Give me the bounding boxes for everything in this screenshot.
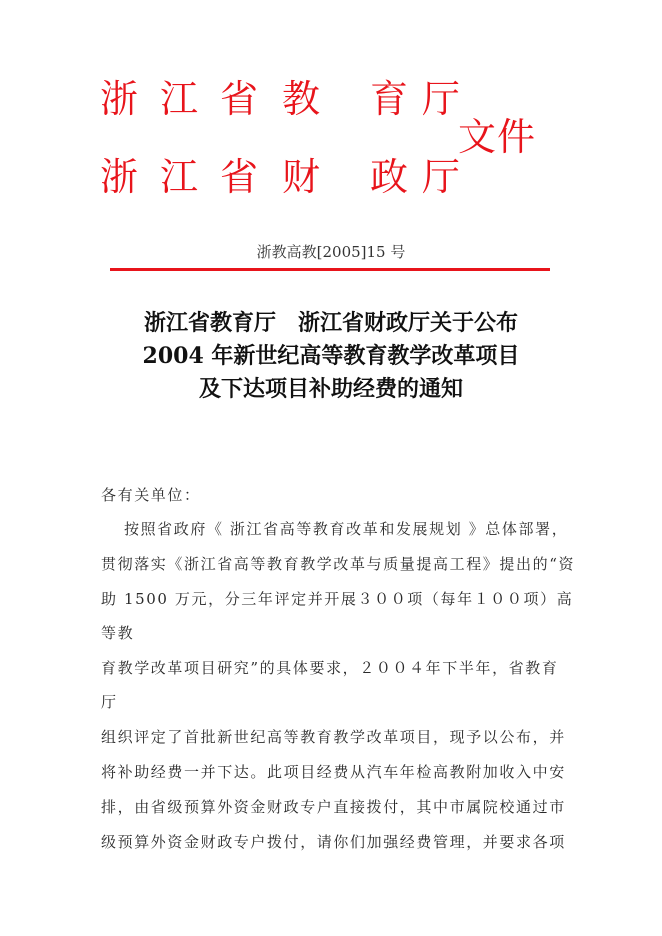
body-line: 厅 xyxy=(101,693,118,711)
letterhead-row1-char: 浙 xyxy=(100,77,139,121)
title-line: 浙江省教育厅 浙江省财政厅关于公布 xyxy=(143,310,518,336)
body-line: 组织评定了首批新世纪高等教育教学改革项目，现予以公布，并 xyxy=(101,728,566,746)
document-title xyxy=(0,307,662,406)
letterhead-row1-char: 教 xyxy=(282,77,321,121)
red-divider xyxy=(110,268,550,271)
letterhead-row1-char: 厅 xyxy=(422,77,461,121)
document-number: 浙教高教[2005]15 号 xyxy=(256,243,406,261)
letterhead-row2-char: 厅 xyxy=(422,155,461,199)
body-line: 排，由省级预算外资金财政专户直接拨付，其中市属院校通过市 xyxy=(101,798,566,816)
letterhead-row1-char: 省 xyxy=(220,77,259,121)
letterhead-row2-char: 江 xyxy=(160,155,199,199)
letterhead-suffix: 文件 xyxy=(458,115,537,159)
letterhead-row1-char: 育 xyxy=(370,77,409,121)
letterhead-row2-char: 财 xyxy=(282,155,321,199)
body-line: 按照省政府《 浙江省高等教育改革和发展规划 》总体部署， xyxy=(101,520,569,538)
title-line: 及下达项目补助经费的通知 xyxy=(198,376,463,402)
body-line: 贯彻落实《浙江省高等教育教学改革与质量提高工程》提出的“资 xyxy=(101,555,576,573)
body-line: 等教 xyxy=(101,624,135,642)
body-line: 育教学改革项目研究”的具体要求，２００４年下半年，省教育 xyxy=(101,659,559,677)
letterhead-row2-char: 政 xyxy=(370,155,409,199)
body-line: 将补助经费一并下达。此项目经费从汽车年检高教附加收入中安 xyxy=(101,763,566,781)
title-line: 2004 年新世纪高等教育教学改革项目 xyxy=(142,343,520,369)
salutation: 各有关单位： xyxy=(101,486,201,504)
body-line: 助 1500 万元，分三年评定并开展３００项（每年１００项）高 xyxy=(101,590,574,608)
letterhead-row2-char: 省 xyxy=(220,155,259,199)
letterhead-row2-char: 浙 xyxy=(100,155,139,199)
body-line: 级预算外资金财政专户拨付，请你们加强经费管理，并要求各项 xyxy=(101,833,566,851)
letterhead-row1-char: 江 xyxy=(160,77,199,121)
